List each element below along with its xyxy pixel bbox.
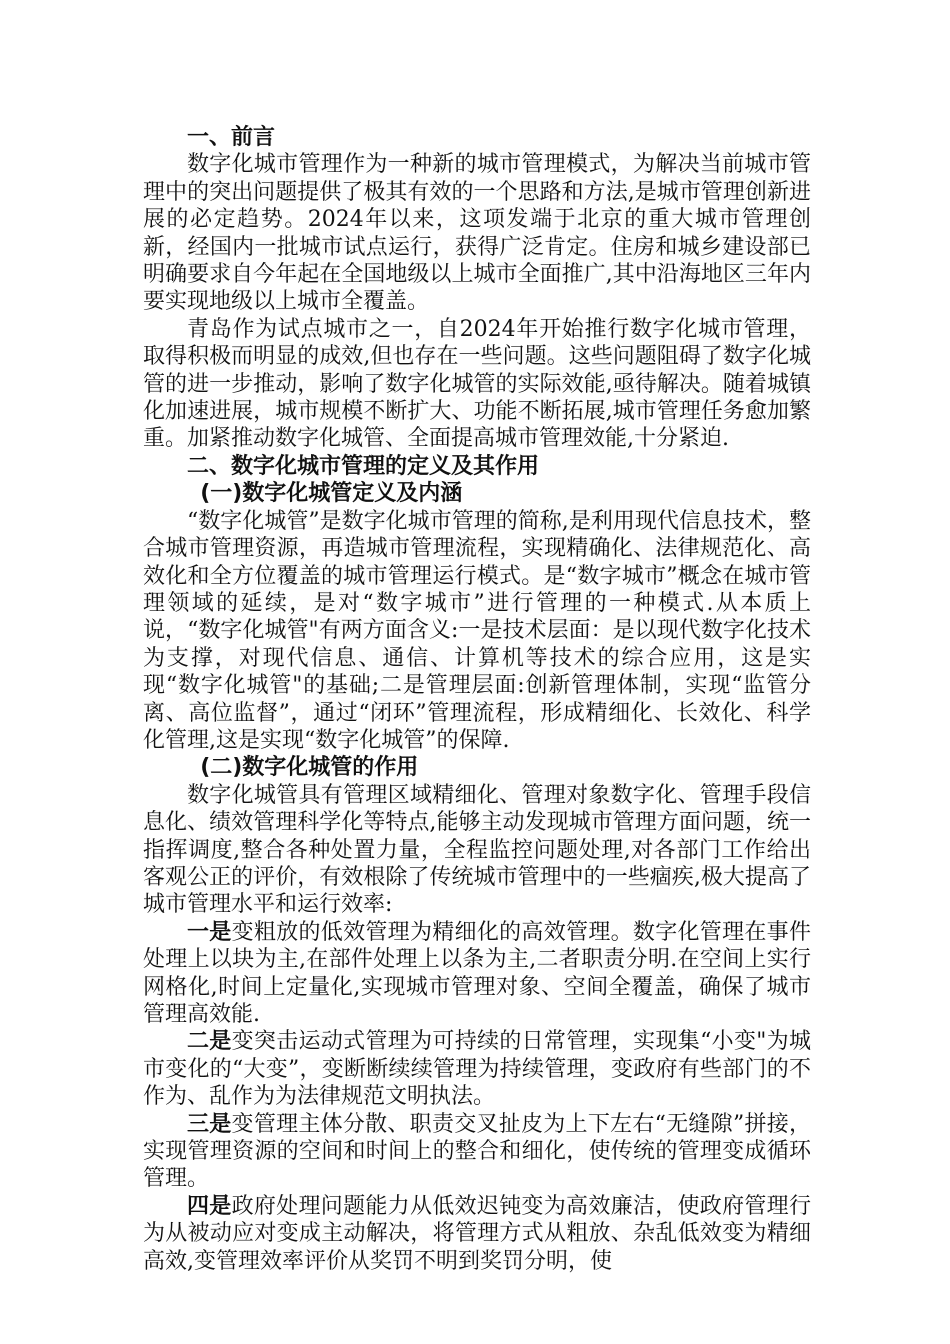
section-heading-preface: 一、前言 [187,125,276,150]
list-item-3 [143,1111,811,1193]
list-item-1-lead: 一是 [187,919,232,945]
list-item-3-text: 变管理主体分散、职责交叉扯皮为上下左右“无缝隙”拼接，实现管理资源的空间和时间上的整合和细化，使传统的管理变成循环管理。 [143,1111,811,1192]
list-item-1-text: 变粗放的低效管理为精细化的高效管理。数字化管理在事件处理上以块为主,在部件处理上以条为主,二者职责分明.在空间上实行网格化,时间上定量化,实现城市管理对象、空间全覆盖，确保了城市管理高效能. [143,919,811,1027]
document-body [143,124,811,1275]
list-item-3-lead: 三是 [187,1111,232,1137]
paragraph-definition: “数字化城管”是数字化城市管理的简称,是利用现代信息技术，整合城市管理资源，再造城市管理流程，实现精确化、法律规范化、高效化和全方位覆盖的城市管理运行模式。是“数字城市”概念在城市管理领域的延续，是对“数字城市”进行管理的一种模式.从本质上说，“数字化城管"有两方面含义:一是技术层面：是以现代数字化技术为支撑，对现代信息、通信、计算机等技术的综合应用，这是实现“数字化城管"的基础;二是管理层面:创新管理体制，实现“监管分离、高位监督”，通过“闭环”管理流程，形成精细化、长效化、科学化管理,这是实现“数字化城管”的保障. [143,508,811,753]
list-item-2-text: 变突击运动式管理为可持续的日常管理，实现集“小变"为城市变化的“大变”，变断断续续管理为持续管理，变政府有些部门的不作为、乱作为为法律规范文明执法。 [143,1029,811,1110]
list-item-2-lead: 二是 [187,1029,232,1055]
list-item-2 [143,1028,811,1110]
paragraph-preface-2: 青岛作为试点城市之一，自2024年开始推行数字化城市管理，取得积极而明显的成效,但也存在一些问题。这些问题阻碍了数字化城管的进一步推动，影响了数字化城管的实际效能,亟待解决。随着城镇化加速进展，城市规模不断扩大、功能不断拓展,城市管理任务愈加繁重。加紧推动数字化城管、全面提高城市管理效能,十分紧迫. [143,316,811,452]
paragraph-role-intro: 数字化城管具有管理区域精细化、管理对象数字化、管理手段信息化、绩效管理科学化等特点,能够主动发现城市管理方面问题，统一指挥调度,整合各种处置力量，全程监控问题处理,对各部门工作给出客观公正的评价，有效根除了传统城市管理中的一些痼疾,极大提高了城市管理水平和运行效率: [143,782,811,918]
paragraph-preface-1: 数字化城市管理作为一种新的城市管理模式，为解决当前城市管理中的突出问题提供了极其有效的一个思路和方法,是城市管理创新进展的必定趋势。2024年以来，这项发端于北京的重大城市管理创新，经国内一批城市试点运行，获得广泛肯定。住房和城乡建设部已明确要求自今年起在全国地级以上城市全面推广,其中沿海地区三年内要实现地级以上城市全覆盖。 [143,152,811,315]
list-item-4-text: 政府处理问题能力从低效迟钝变为高效廉洁，使政府管理行为从被动应对变成主动解决，将管理方式从粗放、杂乱低效变为精细高效,变管理效率评价从奖罚不明到奖罚分明，使 [143,1193,811,1274]
subsection-heading-definition: (一)数字化城管定义及内涵 [200,481,463,507]
list-item-1 [143,919,811,1029]
section-heading-definition: 二、数字化城市管理的定义及其作用 [187,453,540,479]
list-item-4 [143,1193,811,1275]
list-item-4-lead: 四是 [187,1193,232,1219]
subsection-heading-role: (二)数字化城管的作用 [200,755,419,781]
